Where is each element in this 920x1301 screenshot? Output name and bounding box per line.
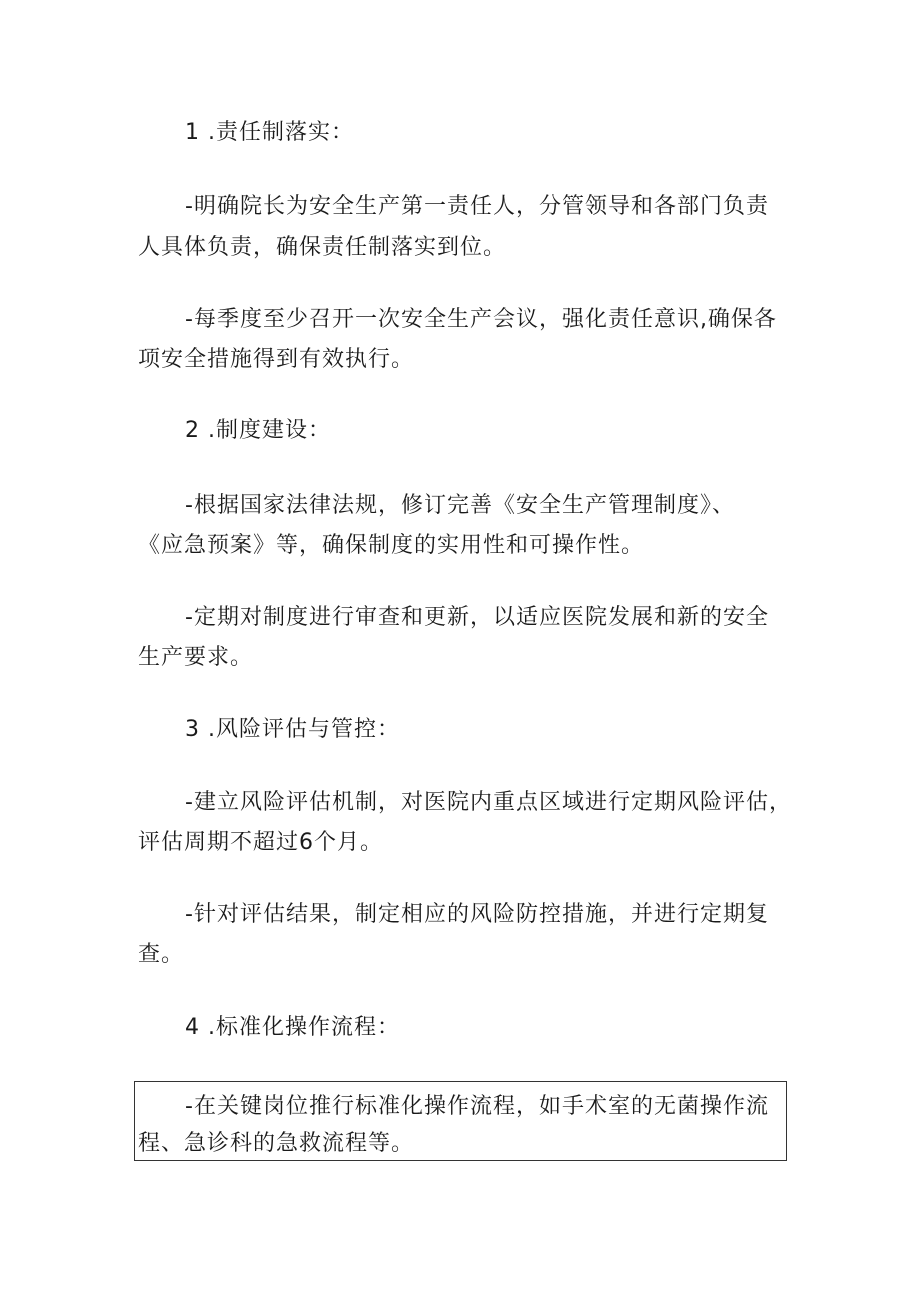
paragraph-line: 《应急预案》等，确保制度的实用性和可操作性。 (138, 533, 645, 558)
paragraph-line: 程、急诊科的急救流程等。 (138, 1131, 415, 1156)
paragraph-line: -建立风险评估机制，对医院内重点区域进行定期风险评估， (185, 790, 792, 815)
paragraph-line: 人具体负责，确保责任制落实到位。 (138, 235, 507, 260)
paragraph-line: 生产要求。 (138, 645, 254, 670)
paragraph-line: -针对评估结果，制定相应的风险防控措施，并进行定期复 (185, 902, 769, 927)
section-heading: 4 .标准化操作流程： (185, 1015, 400, 1040)
paragraph-line: -每季度至少召开一次安全生产会议，强化责任意识,确保各 (185, 307, 777, 332)
paragraph-line: -明确院长为安全生产第一责任人，分管领导和各部门负责 (185, 194, 769, 219)
paragraph-line: 项安全措施得到有效执行。 (138, 347, 415, 372)
paragraph-line: -定期对制度进行审查和更新，以适应医院发展和新的安全 (185, 605, 769, 630)
section-heading: 1 .责任制落实： (185, 120, 354, 145)
paragraph-line: -根据国家法律法规，修订完善《安全生产管理制度》、 (185, 493, 735, 518)
paragraph-line: 评估周期不超过6个月。 (138, 830, 383, 855)
section-heading: 2 .制度建设： (185, 418, 331, 443)
paragraph-line: -在关键岗位推行标准化操作流程，如手术室的无菌操作流 (185, 1094, 769, 1119)
paragraph-line: 查。 (138, 942, 185, 967)
section-heading: 3 .风险评估与管控： (185, 717, 400, 742)
